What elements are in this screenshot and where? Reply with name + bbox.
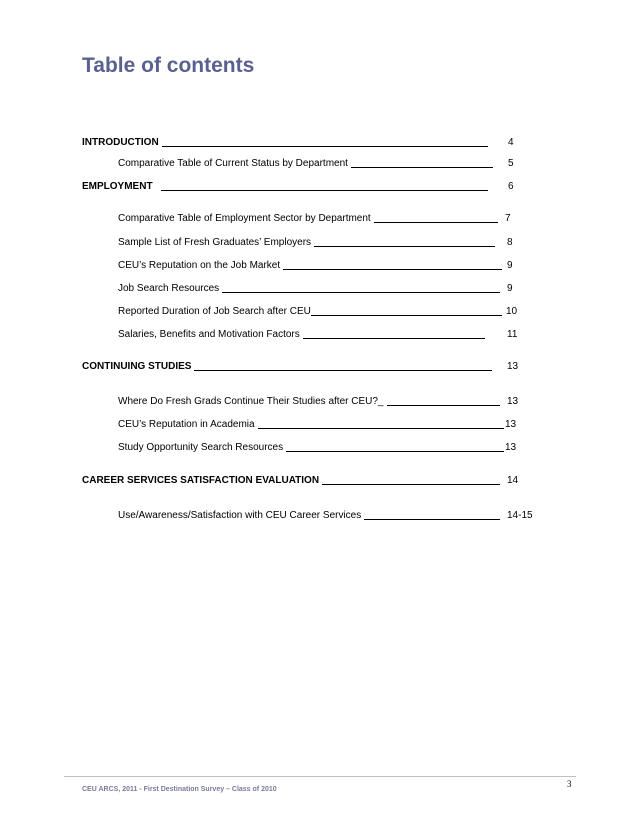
- toc-page-introduction: 4: [508, 137, 514, 148]
- leader-line: [387, 405, 501, 406]
- toc-entry-job-search-resources[interactable]: [118, 279, 500, 295]
- leader-line: [351, 167, 493, 168]
- toc-label: Study Opportunity Search Resources: [118, 442, 284, 453]
- leader-line: [322, 484, 500, 485]
- toc-label: Comparative Table of Employment Sector by Department: [118, 213, 371, 224]
- toc-entry-continuing-studies[interactable]: [82, 357, 492, 373]
- toc-label: CEU’s Reputation in Academia: [118, 419, 255, 430]
- toc-label: INTRODUCTION: [82, 137, 159, 148]
- toc-page-comparative-employment-sector: 7: [505, 213, 511, 224]
- toc-entry-career-services[interactable]: [82, 471, 500, 487]
- toc-page-job-search-resources: 9: [507, 283, 513, 294]
- toc-entry-duration-job-search[interactable]: [118, 302, 502, 318]
- leader-line: [286, 451, 504, 452]
- leader-line: [303, 338, 485, 339]
- leader-line: [161, 190, 488, 191]
- leader-line: [194, 370, 492, 371]
- page-title: Table of contents: [82, 54, 255, 77]
- toc-entry-sample-employers[interactable]: [118, 233, 495, 249]
- toc-entry-comparative-current-status[interactable]: [118, 154, 493, 170]
- toc-label: Job Search Resources: [118, 283, 220, 294]
- footer-text: CEU ARCS, 2011 - First Destination Survey – Class of 2010: [82, 786, 277, 793]
- page-number: 3: [567, 779, 572, 789]
- toc-page-reputation-academia: 13: [505, 419, 517, 430]
- toc-page-continuing-studies: 13: [507, 361, 519, 372]
- toc-label: Comparative Table of Current Status by Department: [118, 158, 348, 169]
- toc-label: Salaries, Benefits and Motivation Factors: [118, 329, 300, 340]
- toc-entry-use-awareness[interactable]: [118, 506, 500, 522]
- toc-label: EMPLOYMENT: [82, 181, 153, 192]
- leader-line: [283, 269, 502, 270]
- toc-entry-comparative-employment-sector[interactable]: [118, 209, 498, 225]
- toc-entry-study-opportunity[interactable]: [118, 438, 504, 454]
- toc-label: Where Do Fresh Grads Continue Their Studies after CEU?_: [118, 396, 384, 407]
- toc-label: CEU’s Reputation on the Job Market: [118, 260, 281, 271]
- toc-entry-introduction[interactable]: [82, 133, 488, 149]
- toc-page-salaries-benefits: 11: [507, 329, 518, 340]
- toc-label: Sample List of Fresh Graduates’ Employers: [118, 237, 312, 248]
- toc-entry-reputation-academia[interactable]: [118, 415, 504, 431]
- leader-line: [311, 315, 502, 316]
- leader-line: [374, 222, 498, 223]
- leader-line: [222, 292, 500, 293]
- footer-divider: [64, 776, 576, 777]
- leader-line: [162, 146, 488, 147]
- toc-entry-employment[interactable]: [82, 177, 488, 193]
- toc-label: Reported Duration of Job Search after CEU: [118, 306, 311, 317]
- toc-label: CONTINUING STUDIES: [82, 361, 192, 372]
- leader-line: [314, 246, 495, 247]
- toc-entry-reputation-job-market[interactable]: [118, 256, 502, 272]
- toc-label: CAREER SERVICES SATISFACTION EVALUATION: [82, 475, 320, 486]
- toc-page-reputation-job-market: 9: [507, 260, 513, 271]
- leader-line: [364, 519, 500, 520]
- toc-page-comparative-current-status: 5: [508, 158, 514, 169]
- toc-entry-salaries-benefits[interactable]: [118, 325, 485, 341]
- toc-page-use-awareness: 14-15: [507, 510, 533, 521]
- toc-page-sample-employers: 8: [507, 237, 513, 248]
- toc-page-study-opportunity: 13: [505, 442, 517, 453]
- toc-label: Use/Awareness/Satisfaction with CEU Career Services: [118, 510, 362, 521]
- toc-entry-where-continue[interactable]: [118, 392, 500, 408]
- toc-page-duration-job-search: 10: [506, 306, 518, 317]
- toc-page-career-services: 14: [507, 475, 519, 486]
- leader-line: [258, 428, 504, 429]
- toc-page-employment: 6: [508, 181, 514, 192]
- toc-page-where-continue: 13: [507, 396, 519, 407]
